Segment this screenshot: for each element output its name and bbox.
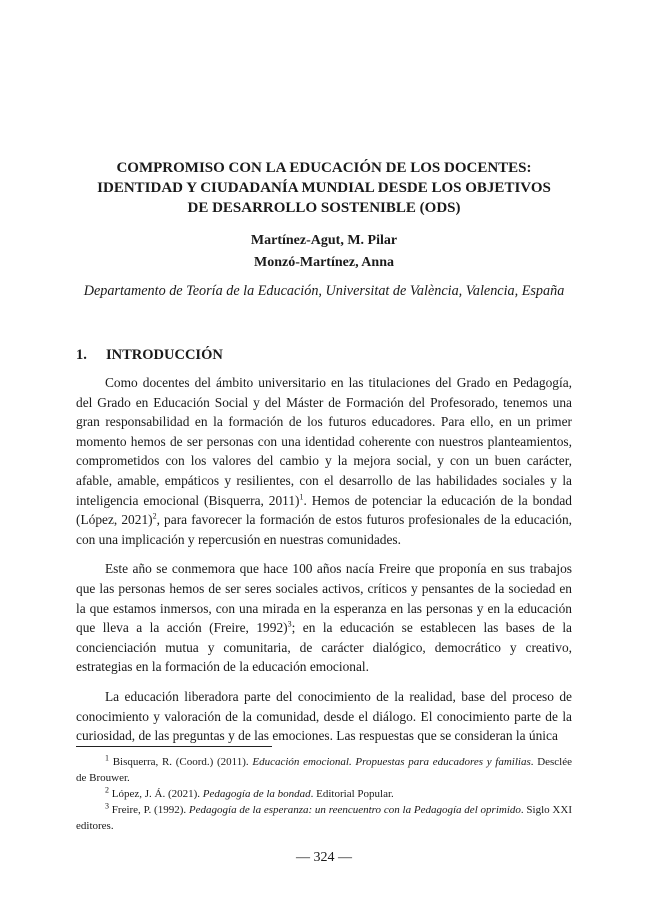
footnote-1-number: 1 [105,753,109,763]
paragraph-2-text-b: ; en la educación se establecen las bases de la concienciación mutua y comunitaria, de carácter dialógico, democrático y creativo, estrategias en la formación de la educación emocional. [76,620,572,675]
footnote-ref-1[interactable]: 1 [299,492,304,502]
affiliation: Departamento de Teoría de la Educación, Universitat de València, Valencia, España [83,283,565,299]
section-heading [76,345,223,365]
footnotes [76,754,572,834]
title-line-1: COMPROMISO CON LA EDUCACIÓN DE LOS DOCENTES: [116,160,532,176]
footnote-ref-3[interactable]: 3 [287,619,292,629]
paragraph-2-text-a: Este año se conmemora que hace 100 años nacía Freire que proponía en sus trabajos que las personas hemos de ser seres sociales activos, críticos y pensantes de la sociedad en la que estamos inmersos, con una mirada en la esperanza en las personas y en la educación que lleva a la acción (Freire, 1992) [76,561,572,636]
footnote-3-publisher: . Siglo XXI editores. [76,804,572,832]
paragraph-1-text-b: . Hemos de potenciar la educación de la bondad (López, 2021) [76,492,573,528]
paragraph-2 [76,559,572,677]
footnote-3-title: Pedagogía de la esperanza: un reencuentro con la Pedagogía del oprimido [188,804,521,816]
footnote-3-number: 3 [105,801,109,811]
section-number: 1. [76,347,87,363]
footnote-1-title: Educación emocional. Propuestas para educadores y familias [252,756,531,768]
body-text [76,373,572,756]
paragraph-1-text-a: Como docentes del ámbito universitario en las titulaciones del Grado en Pedagogía, del Grado en Educación Social y del Máster de Formación del Profesorado, tenemos una gran responsabilidad en la formación de los futuros educadores. Para ello, en un primer momento hemos de ser personas con una identidad coherente con nuestros planteamientos, comprometidos con los valores del cambio y la mejora social, y con un buen carácter, afable, amable, empáticos y resilientes, con el desarrollo de las habilidades sociales y la inteligencia emocional (Bisquerra, 2011) [76,375,572,508]
footnote-divider [76,746,272,747]
title-line-3: DE DESARROLLO SOSTENIBLE (ODS) [187,200,461,216]
footnote-2-text: López, J. Á. (2021). [111,788,203,800]
author-1: Martínez-Agut, M. Pilar [250,233,398,248]
paper-title [76,158,572,218]
footnote-3-text: Freire, P. (1992). [111,804,189,816]
author-2: Monzó-Martínez, Anna [254,255,394,270]
section-title: INTRODUCCIÓN [106,347,223,363]
paragraph-3: La educación liberadora parte del conocimiento de la realidad, base del proceso de conocimiento y valoración de la comunidad, desde el diálogo. El conocimiento parte de la curiosidad, de las preguntas y de las emociones. Las respuestas que se consideran la única [76,688,572,744]
footnote-1-publisher: . Desclée de Brouwer. [76,756,572,784]
footnote-2-publisher: . Editorial Popular. [310,788,394,800]
page-number: — 324 — [296,850,352,865]
paragraph-1-text-c: , para favorecer la formación de estos futuros profesionales de la educación, con una implicación y repercusión en nuestras comunidades. [76,512,572,547]
footnote-2-title: Pedagogía de la bondad [202,788,311,800]
footnote-3 [76,802,572,834]
footnote-2-number: 2 [105,785,109,795]
paragraph-1 [76,373,572,549]
author-list [76,230,572,274]
footnote-1 [76,754,572,786]
footnote-ref-2[interactable]: 2 [152,511,157,521]
title-line-2: IDENTIDAD Y CIUDADANÍA MUNDIAL DESDE LOS OBJETIVOS [97,180,551,196]
footnote-2 [76,786,572,802]
footnote-1-text: Bisquerra, R. (Coord.) (2011). [112,756,253,768]
